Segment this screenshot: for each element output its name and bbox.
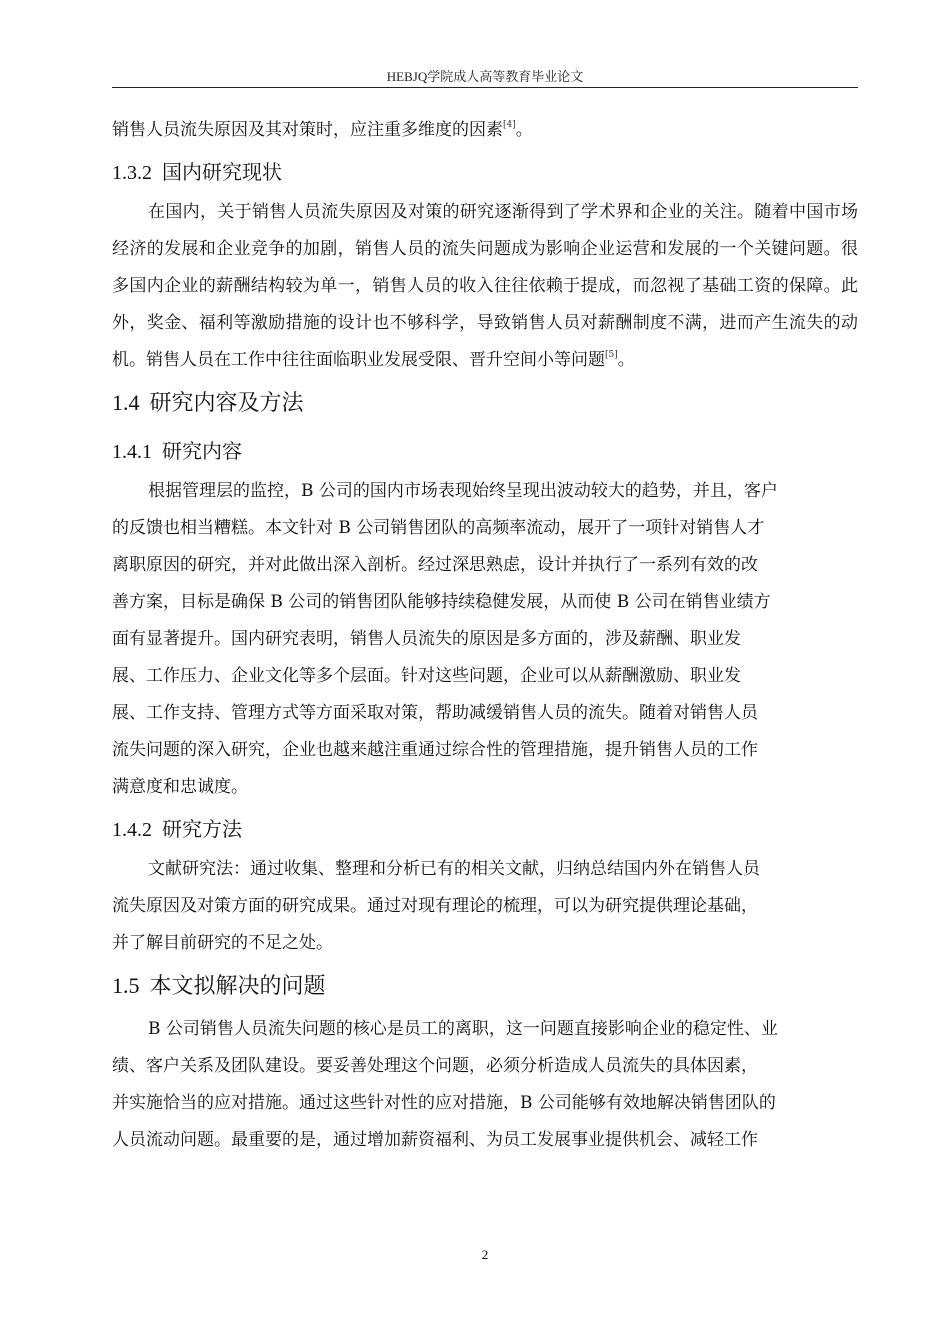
section-heading-1-5 — [112, 962, 858, 1011]
text-line: 满意度和忠诚度。 — [112, 777, 248, 797]
text-line: 展、工作支持、管理方式等方面采取对策，帮助减缓销售人员的流失。随着对销售人员 — [112, 703, 758, 723]
paragraph-research-content — [112, 473, 858, 806]
paragraph-text: 销售人员流失原因及其对策时，应注重多维度的因素 — [112, 120, 503, 140]
text-line: 流失原因及对策方面的研究成果。通过对现有理论的梳理，可以为研究提供理论基础， — [112, 896, 758, 916]
text-line: 人员流动问题。最重要的是，通过增加薪资福利、为员工发展事业提供机会、减轻工作 — [112, 1130, 758, 1150]
text-line: 流失问题的深入研究，企业也越来越注重通过综合性的管理措施，提升销售人员的工作 — [112, 740, 758, 760]
header-divider — [112, 87, 858, 88]
section-number: 1.4 — [112, 390, 140, 415]
paragraph-domestic-research — [112, 194, 858, 379]
text-line: 并了解目前研究的不足之处。 — [112, 933, 333, 953]
section-title: 本文拟解决的问题 — [149, 974, 326, 999]
section-number: 1.5 — [112, 973, 140, 998]
text-line: 展、工作压力、企业文化等多个层面。针对这些问题，企业可以从薪酬激励、职业发 — [112, 666, 741, 686]
text-line: 绩、客户关系及团队建设。要妥善处理这个问题，必须分析造成人员流失的具体因素， — [112, 1056, 758, 1076]
text-line: B 公司销售人员流失问题的核心是员工的离职，这一问题直接影响企业的稳定性、业 — [148, 1019, 778, 1039]
section-title: 研究方法 — [162, 817, 242, 841]
text-line: 的反馈也相当糟糕。本文针对 B 公司销售团队的高频率流动，展开了一项针对销售人才 — [112, 518, 765, 538]
section-number: 1.4.2 — [112, 819, 152, 841]
section-number: 1.3.2 — [112, 162, 152, 184]
text-line: 文献研究法：通过收集、整理和分析已有的相关文献，归纳总结国内外在销售人员 — [148, 859, 760, 879]
document-body — [112, 112, 858, 1159]
citation-ref: [4] — [503, 120, 516, 130]
paragraph-end: 。 — [515, 120, 533, 140]
page-number: 2 — [481, 1247, 489, 1262]
text-line: 面有显著提升。国内研究表明，销售人员流失的原因是多方面的，涉及薪酬、职业发 — [112, 629, 741, 649]
text-line: 离职原因的研究，并对此做出深入剖析。经过深思熟虑，设计并执行了一系列有效的改 — [112, 555, 758, 575]
section-heading-1-4-1 — [112, 428, 858, 473]
section-heading-1-4-2 — [112, 806, 858, 851]
paragraph-end: 。 — [617, 350, 635, 370]
paragraph-text: 在国内，关于销售人员流失原因及对策的研究逐渐得到了学术界和企业的关注。随着中国市场经济的发展和企业竞争的加剧，销售人员的流失问题成为影响企业运营和发展的一个关键问题。很多国内企业的薪酬结构较为单一，销售人员的收入往往依赖于提成，而忽视了基础工资的保障。此外，奖金、福利等激励措施的设计也不够科学，导致销售人员对薪酬制度不满，进而产生流失的动机。销售人员在工作中往往面临职业发展受限、晋升空间小等问题 — [112, 202, 858, 370]
paragraph-continuation — [112, 112, 858, 149]
page-header: HEBJQ学院成人高等教育毕业论文 — [386, 69, 584, 84]
citation-ref: [5] — [605, 350, 618, 360]
section-number: 1.4.1 — [112, 441, 152, 463]
section-title: 国内研究现状 — [162, 160, 282, 184]
section-title: 研究内容及方法 — [149, 391, 304, 416]
section-heading-1-3-2 — [112, 149, 858, 194]
paragraph-problem-statement — [112, 1011, 858, 1159]
text-line: 并实施恰当的应对措施。通过这些针对性的应对措施，B 公司能够有效地解决销售团队的 — [112, 1093, 776, 1113]
paragraph-research-method — [112, 851, 858, 962]
section-heading-1-4 — [112, 379, 858, 428]
text-line: 根据管理层的监控，B 公司的国内市场表现始终呈现出波动较大的趋势，并且，客户 — [148, 481, 778, 501]
text-line: 善方案，目标是确保 B 公司的销售团队能够持续稳健发展，从而使 B 公司在销售业绩方 — [112, 592, 771, 612]
section-title: 研究内容 — [162, 439, 242, 463]
